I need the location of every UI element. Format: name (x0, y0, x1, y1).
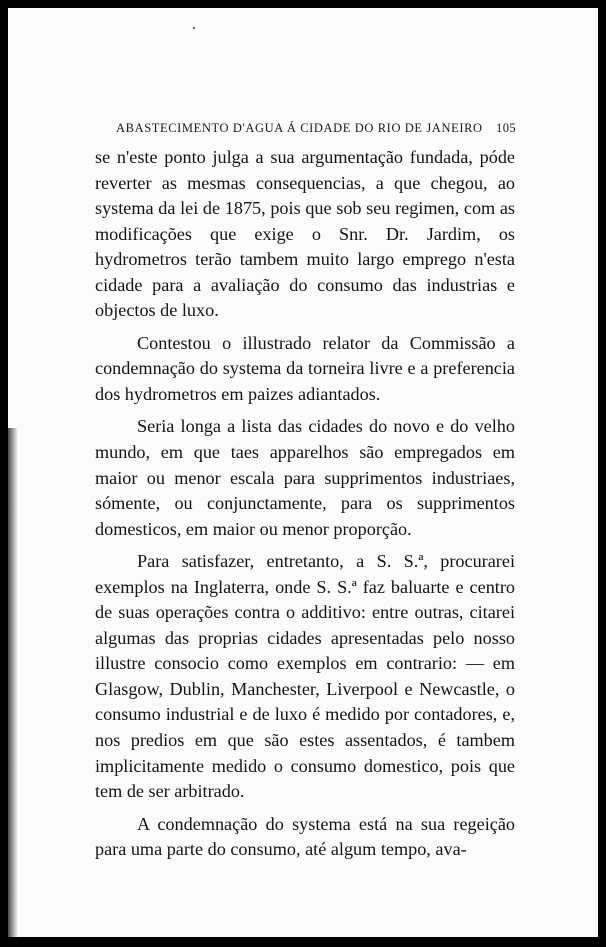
book-page (8, 8, 598, 937)
paragraph-1: se n'este ponto julga a sua argumentação fundada, póde reverter as mesmas consequencias, a que chegou, ao systema da lei de 1875, pois que sob seu regimen, com as modificações que exige o Snr. Dr. Jardim, os hydrometros terão tambem muito largo emprego n'esta cidade para a avaliação do consumo das industrias e objectos de luxo. (95, 147, 515, 321)
paragraph-2: Contestou o illustrado relator da Commissão a condemnação do systema da torneira livre e a preferencia dos hydrometros em paizes adiantados. (95, 332, 515, 404)
running-head-title: ABASTECIMENTO D'AGUA Á CIDADE DO RIO DE JANEIRO (116, 121, 483, 135)
body-text (95, 145, 515, 863)
running-head (116, 121, 516, 136)
page-number: 105 (496, 121, 516, 135)
paragraph-5: A condemnação do systema está na sua regeição para uma parte do consumo, até algum tempo, ava- (95, 813, 515, 860)
paragraph-3: Seria longa a lista das cidades do novo e do velho mundo, em que taes apparelhos são empregados em maior ou menor escala para supprimentos industriaes, sómente, ou conjunctamente, para os supprimentos domesticos, em maior ou menor proporção. (95, 416, 515, 539)
paragraph-4: Para satisfazer, entretanto, a S. S.ª, procurarei exemplos na Inglaterra, onde S. S.ª faz baluarte e centro de suas operações contra o additivo: entre outras, citarei algumas das proprias cidades apresentadas pelo nosso illustre consocio como exemplos em contrario: — em Glasgow, Dublin, Manchester, Liverpool e Newcastle, o consumo industrial e de luxo é medido por contadores, e, nos predios em que são estes assentados, é tambem implicitamente medido o consumo domestico, pois que tem de ser arbitrado. (95, 551, 515, 802)
print-speck (193, 27, 195, 29)
binding-shadow (8, 428, 18, 937)
